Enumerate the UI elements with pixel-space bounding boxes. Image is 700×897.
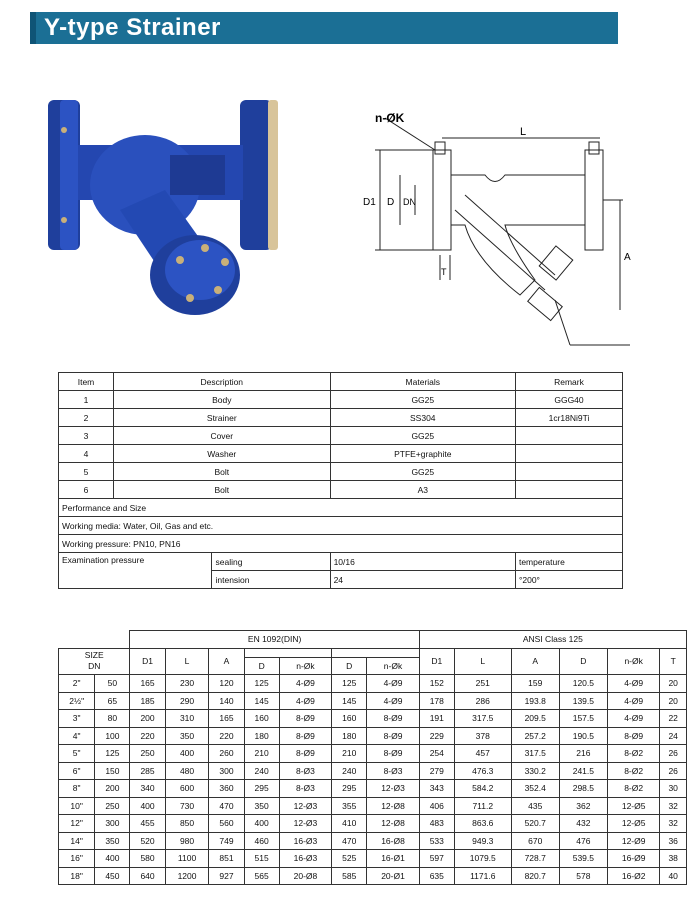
- label-d: D: [387, 197, 395, 208]
- size-table: EN 1092(DIN) ANSI Class 125 SIZE DN D1 L A D1 L A D n-Øk T D n-Øk D n-Øk 2" 50 165 230 120 125 4-Ø9 125 4-Ø9 152 251 159 120.5 4-Ø9 20 2½" 65 185 290 140 145 4-Ø9 145 4-Ø9 178 286 193.8 139.5 4-Ø9 20 3" 80 200 310 165 160 8-Ø9 160 8-Ø9 191 317.5 209.5 157.5 4-Ø9 22 4" 100 220 350 220 180 8-Ø9 180 8-Ø9 229 378 257.2 190.5 8-Ø9 24 5" 125 250 400 260 210 8-Ø9 210 8-Ø9 254 457 317.5 216 8-Ø2 26 6" 150 285 480 300 240 8-Ø3 240 8-Ø3 279 476.3 330.2 241.5 8-Ø2 26 8" 200 340 600 360 295 8-Ø3 295 12-Ø3 343 584.2 352.4 298.5 8-Ø2 30 10" 250 400 730 470 350 12-Ø3 355 12-Ø8 406 711.2 435 362 12-Ø5 32 12" 300 455 850 560 400 12-Ø3 410 12-Ø8 483 863.6 520.7 432 12-Ø5 32 14" 350 520 980 749 460 16-Ø3 470 16-Ø8 533 949.3 670 476 12-Ø9 36 16" 400 580 1100 851 515 16-Ø3 525 16-Ø1 597 1079.5 728.7 539.5 16-Ø9 38 18" 450 640 1200 927 565 20-Ø8 585 20-Ø1 635 1171.6 820.7 578 16-Ø2 40: [58, 630, 687, 885]
- parts-table: Item Description Materials Remark 1 Body GG25 GGG40 2 Strainer SS304 1cr18Ni9Ti 3 Cover GG25 4 Washer PTFE+graphite 5 Bolt GG25 6 Bolt A3 Performance and Size Working media: Water, Oil, Gas and etc. Working pressure: PN10, PN16 Examination pressure sealing 10/16 temperature intension 24 °200°: [58, 372, 623, 589]
- size-rows: [59, 675, 687, 885]
- ansi-header: ANSI Class 125: [419, 631, 686, 649]
- table-header: Item Description Materials Remark: [59, 373, 623, 391]
- label-dn: DN: [403, 197, 416, 207]
- table-row: 3" 80 200 310 165 160 8-Ø9 160 8-Ø9 191 317.5 209.5 157.5 4-Ø9 22: [59, 710, 687, 728]
- table-row: 3 Cover GG25: [59, 427, 623, 445]
- table-row: 2½" 65 185 290 140 145 4-Ø9 145 4-Ø9 178 286 193.8 139.5 4-Ø9 20: [59, 692, 687, 710]
- technical-drawing: [345, 100, 645, 350]
- title-banner: [18, 12, 628, 44]
- table-row: 14" 350 520 980 749 460 16-Ø3 470 16-Ø8 533 949.3 670 476 12-Ø9 36: [59, 832, 687, 850]
- label-t: T: [441, 267, 447, 277]
- working-media: Working media: Water, Oil, Gas and etc.: [59, 517, 623, 535]
- table-row: 5 Bolt GG25: [59, 463, 623, 481]
- page-title: Y-type Strainer: [44, 14, 221, 41]
- table-row: 1 Body GG25 GGG40: [59, 391, 623, 409]
- performance-heading: Performance and Size: [59, 499, 623, 517]
- table-row: 4" 100 220 350 220 180 8-Ø9 180 8-Ø9 229 378 257.2 190.5 8-Ø9 24: [59, 727, 687, 745]
- table-row: 6" 150 285 480 300 240 8-Ø3 240 8-Ø3 279 476.3 330.2 241.5 8-Ø2 26: [59, 762, 687, 780]
- table-row: 2" 50 165 230 120 125 4-Ø9 125 4-Ø9 152 251 159 120.5 4-Ø9 20: [59, 675, 687, 693]
- table-row: 12" 300 455 850 560 400 12-Ø3 410 12-Ø8 483 863.6 520.7 432 12-Ø5 32: [59, 815, 687, 833]
- table-row: 8" 200 340 600 360 295 8-Ø3 295 12-Ø3 343 584.2 352.4 298.5 8-Ø2 30: [59, 780, 687, 798]
- product-photo: [40, 90, 300, 330]
- label-a: A: [624, 252, 631, 263]
- table-row: 10" 250 400 730 470 350 12-Ø3 355 12-Ø8 406 711.2 435 362 12-Ø5 32: [59, 797, 687, 815]
- table-row: 2 Strainer SS304 1cr18Ni9Ti: [59, 409, 623, 427]
- table-row: 16" 400 580 1100 851 515 16-Ø3 525 16-Ø1 597 1079.5 728.7 539.5 16-Ø9 38: [59, 850, 687, 868]
- working-pressure: Working pressure: PN10, PN16: [59, 535, 623, 553]
- label-l: L: [520, 126, 527, 138]
- table-row: 18" 450 640 1200 927 565 20-Ø8 585 20-Ø1 635 1171.6 820.7 578 16-Ø2 40: [59, 867, 687, 885]
- table-row: 6 Bolt A3: [59, 481, 623, 499]
- label-nk: n-ØK: [375, 111, 405, 125]
- en-header: EN 1092(DIN): [130, 631, 419, 649]
- label-d1: D1: [363, 197, 376, 208]
- table-row: 5" 125 250 400 260 210 8-Ø9 210 8-Ø9 254 457 317.5 216 8-Ø2 26: [59, 745, 687, 763]
- table-row: 4 Washer PTFE+graphite: [59, 445, 623, 463]
- exam-pressure-label: Examination pressure: [59, 553, 212, 589]
